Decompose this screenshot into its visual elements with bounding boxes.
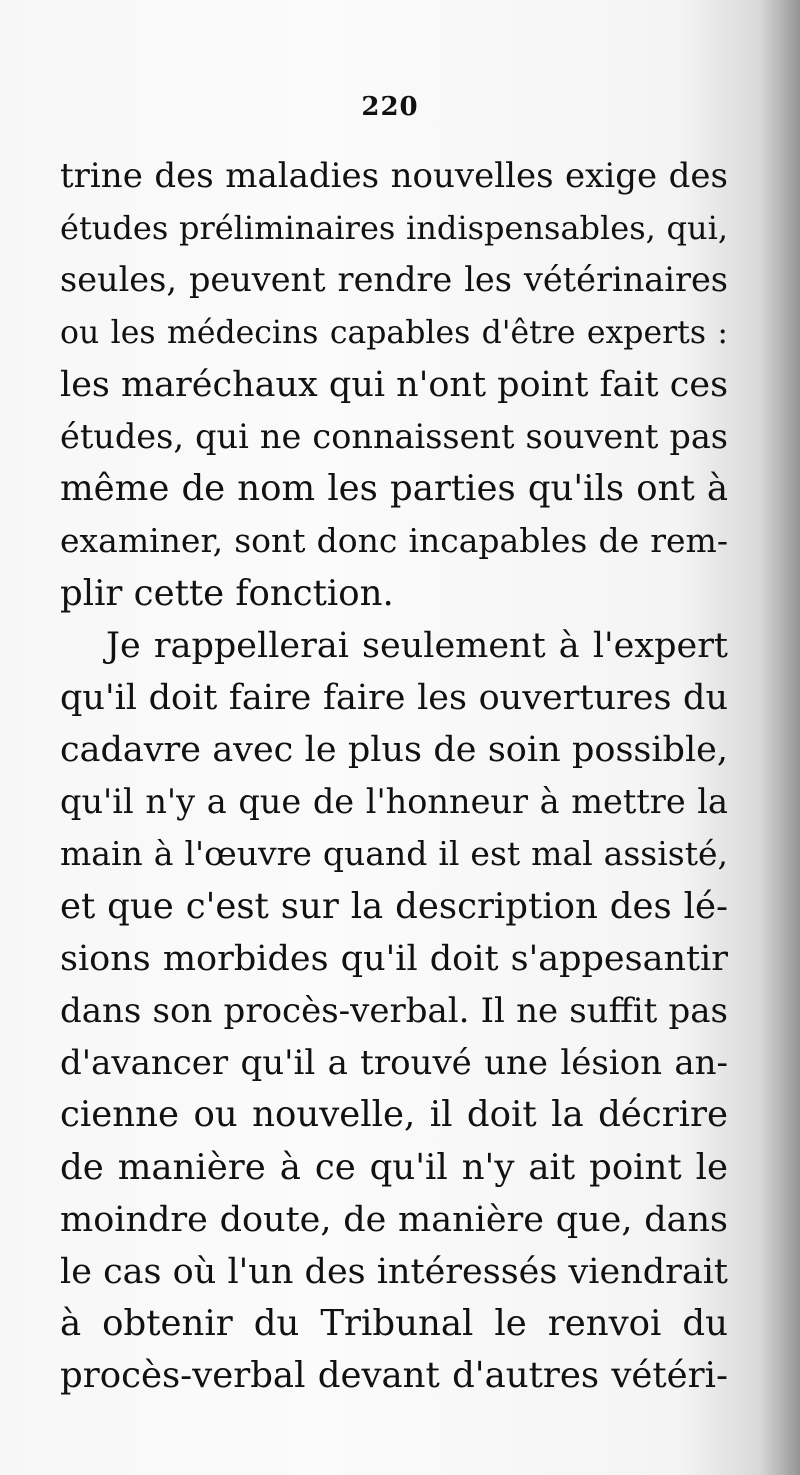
text-line: cienne ou nouvelle, il doit la décrire: [60, 1094, 728, 1136]
body-text: [60, 150, 728, 1403]
text-line: plir cette fonction.: [60, 572, 394, 614]
text-line: seules, peuvent rendre les vétérinaires: [60, 260, 728, 300]
text-line: les maréchaux qui n'ont point fait ces: [60, 364, 728, 405]
text-line: de manière à ce qu'il n'y ait point le: [60, 1146, 728, 1188]
text-line: sions morbides qu'il doit s'appesantir: [60, 938, 728, 979]
text-line: moindre doute, de manière que, dans: [60, 1199, 728, 1240]
text-line: même de nom les parties qu'ils ont à: [60, 468, 728, 510]
text-line: à obtenir du Tribunal le renvoi du: [60, 1303, 728, 1345]
text-line: d'avancer qu'il a trouvé une lésion an-: [60, 1043, 728, 1084]
text-line: cadavre avec le plus de soin possible,: [60, 730, 728, 771]
text-line: qu'il doit faire faire les ouvertures du: [60, 677, 728, 718]
text-line: études, qui ne connaissent souvent pas: [60, 416, 728, 456]
page-number: 220: [361, 92, 419, 122]
text-line: ou les médecins capables d'être experts :: [60, 314, 728, 351]
text-line: dans son procès-verbal. Il ne suffit pas: [60, 991, 728, 1031]
text-line: le cas où l'un des intéressés viendrait: [60, 1251, 728, 1292]
text-line: et que c'est sur la description des lé-: [60, 885, 728, 927]
text-line: examiner, sont donc incapables de rem-: [60, 521, 728, 561]
paragraph-start-line: Je rappellerai seulement à l'expert: [106, 625, 728, 666]
text-line: main à l'œuvre quand il est mal assisté,: [60, 834, 728, 874]
text-line: trine des maladies nouvelles exige des: [60, 156, 728, 196]
text-line: études préliminaires indispensables, qui,: [60, 209, 728, 248]
text-line: qu'il n'y a que de l'honneur à mettre la: [60, 782, 728, 822]
spine-shadow: [758, 0, 800, 1475]
text-line: procès-verbal devant d'autres vétéri-: [60, 1355, 728, 1397]
